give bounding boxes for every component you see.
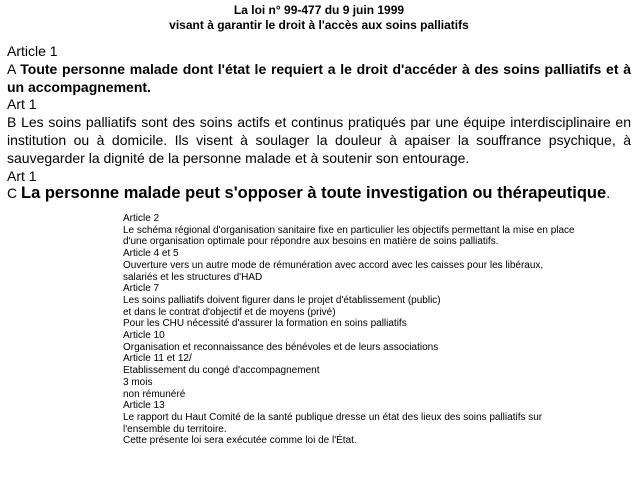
paragraph-b: B Les soins palliatifs sont des soins actifs et continus pratiqués par une équipe interdisciplinaire en institution ou à domicile. Ils visent à soulager la douleur à apaiser la souffrance psychique, à sauvegarder la dignité de la personne malade et à soutenir son entourage. [7,114,631,166]
summary-line: Article 11 et 12/ [123,353,192,365]
summary-line: Les soins palliatifs doivent figurer dans le projet d'établissement (public) [123,294,441,306]
summary-line: Ouverture vers un autre mode de rémunération avec accord avec les caisses pour les libéraux, [123,259,544,271]
articles-summary [123,213,603,447]
main-articles [7,43,631,203]
summary-line: Pour les CHU nécessité d'assurer la formation en soins palliatifs [123,318,407,330]
summary-line: Cette présente loi sera exécutée comme loi de l'État. [123,435,357,447]
summary-line: Etablissement du congé d'accompagnement [123,365,320,377]
article-1c-heading: Art 1 [7,167,37,184]
paragraph-a-letter: A [7,60,21,77]
summary-line: Organisation et reconnaissance des bénévoles et de leurs associations [123,341,439,353]
paragraph-c-text: La personne malade peut s'opposer à toute investigation ou thérapeutique [21,184,607,203]
summary-line: 3 mois [123,376,153,388]
summary-line: l'ensemble du territoire. [123,423,227,435]
summary-line: Article 10 [123,330,165,342]
summary-line: Article 7 [123,283,160,295]
article-1b-heading: Art 1 [7,96,37,113]
summary-line: Article 2 [123,213,160,224]
paragraph-a [7,61,631,97]
summary-line: d'une organisation optimale pour répondre aux besoins en matière de soins palliatifs. [123,236,499,248]
paragraph-c-letter: C [7,185,21,202]
paragraph-c [7,185,631,203]
summary-line: salariés et les structures d'HAD [123,271,263,283]
document-subtitle: visant à garantir le droit à l'accès aux soins palliatifs [169,18,469,32]
summary-line: et dans le contrat d'objectif et de moyens (privé) [123,306,336,318]
summary-line: Le schéma régional d'organisation sanitaire fixe en particulier les objectifs permettant la mise en place [123,224,575,236]
article-1-heading: Article 1 [7,43,58,59]
summary-line: non rémunéré [123,388,186,400]
document-title: La loi n° 99-477 du 9 juin 1999 [233,3,405,17]
summary-line: Article 4 et 5 [123,248,179,260]
paragraph-c-end: . [606,185,611,202]
summary-line: Article 13 [123,400,165,412]
paragraph-a-text: Toute personne malade dont l'état le requiert a le droit d'accéder à des soins palliatifs et à un accompagnement. [7,60,631,95]
summary-line: Le rapport du Haut Comité de la santé publique dresse un état des lieux des soins palliatifs sur [123,411,543,423]
